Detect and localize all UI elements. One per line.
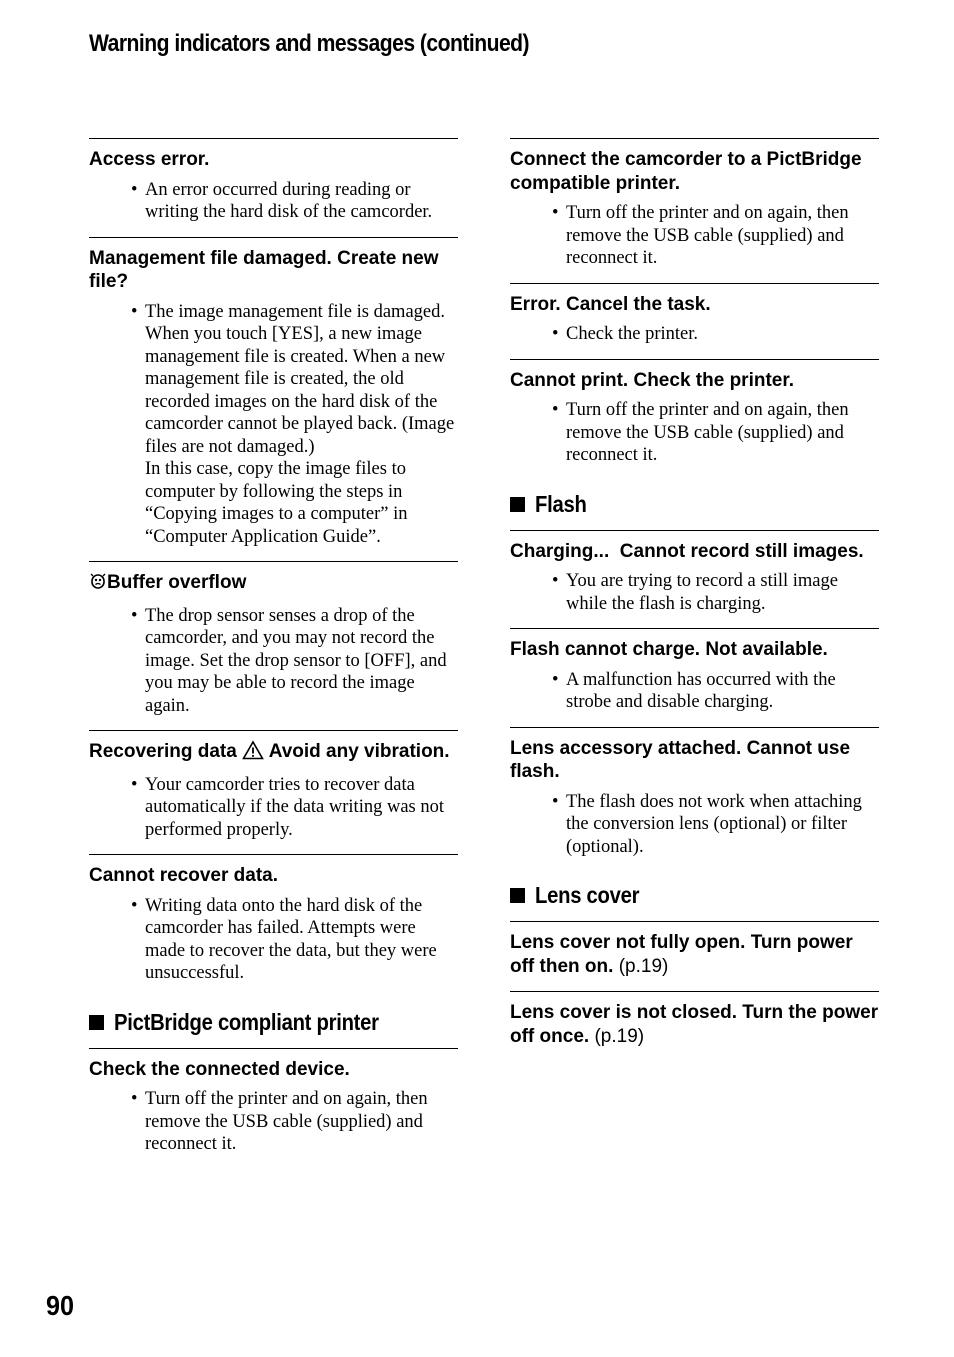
- entry-flash-cannot-charge: [510, 628, 879, 727]
- entry-cannot-recover: [89, 854, 458, 989]
- drop-sensor-icon: [89, 572, 107, 598]
- section-heading-text: PictBridge compliant printer: [114, 1008, 379, 1035]
- entry-check-device: [89, 1048, 458, 1169]
- bullet-item: • Turn off the printer and on again, then remove the USB cable (supplied) and reconnect it.: [145, 1088, 458, 1156]
- entry-access-error: [89, 138, 458, 237]
- entry-title: Management file damaged. Create new file?: [89, 247, 439, 292]
- entry-title: [510, 1001, 879, 1048]
- bullet-item: • Check the printer.: [566, 323, 879, 346]
- bullet-item: • A malfunction has occurred with the strobe and disable charging.: [566, 669, 879, 714]
- entry-lens-accessory: [510, 727, 879, 863]
- entry-title: Charging... Cannot record still images.: [510, 540, 864, 562]
- section-heading-pictbridge: [89, 989, 458, 1048]
- entry-cannot-print: [510, 359, 879, 471]
- entry-title: Connect the camcorder to a PictBridge compatible printer.: [510, 149, 862, 194]
- right-column: [510, 138, 879, 1061]
- section-heading-text: Lens cover: [535, 882, 640, 908]
- bullet-item: [145, 301, 458, 549]
- section-heading-flash: [510, 471, 879, 530]
- entry-title-text-b: Avoid any vibration.: [268, 741, 450, 762]
- bullet-item: • Turn off the printer and on again, then remove the USB cable (supplied) and reconnect it.: [566, 202, 879, 270]
- page-reference: (p.19): [618, 955, 669, 977]
- bullet-item: • You are trying to record a still image while the flash is charging.: [566, 570, 879, 615]
- warning-triangle-icon: [242, 740, 264, 767]
- page-number: 90: [46, 1290, 75, 1321]
- bullet-item: • Your camcorder tries to recover data automatically if the data writing was not performed properly.: [145, 774, 458, 842]
- entry-connect-camcorder: [510, 138, 879, 283]
- entry-title-text: Lens cover not fully open. Turn power off then on.: [510, 932, 853, 977]
- entry-title: Error. Cancel the task.: [510, 293, 711, 315]
- entry-management-file: [89, 237, 458, 562]
- bullet-item: • The drop sensor senses a drop of the camcorder, and you may not record the image. Set the drop sensor to [OFF], and you may be able to record the image again.: [145, 605, 458, 718]
- bullet-item: • Writing data onto the hard disk of the camcorder has failed. Attempts were made to recover the data, but they were unsuccessful.: [145, 895, 458, 985]
- bullet-item: • The flash does not work when attaching the conversion lens (optional) or filter (optional).: [566, 791, 879, 859]
- page-reference: (p.19): [594, 1025, 645, 1047]
- entry-title: Cannot print. Check the printer.: [510, 369, 794, 391]
- entry-title-text-a: Recovering data: [89, 741, 237, 762]
- entry-title: [510, 931, 879, 978]
- entry-title: Check the connected device.: [89, 1058, 350, 1080]
- entry-buffer-overflow: [89, 561, 458, 730]
- entry-recovering-data: [89, 730, 458, 854]
- bullet-text: The image management file is damaged. When you touch [YES], a new image management file is created. When a new management file is created, the old recorded images on the hard disk of the camcorder cannot be played back. (Image files are not damaged.): [145, 301, 455, 457]
- section-square-icon: [510, 497, 525, 512]
- entry-title: Flash cannot charge. Not available.: [510, 639, 828, 660]
- entry-title: Cannot recover data.: [89, 865, 278, 886]
- section-heading-lens-cover: [510, 862, 879, 921]
- entry-title: Lens accessory attached. Cannot use flash.: [510, 737, 851, 782]
- left-column: [89, 138, 458, 1169]
- entry-title: [89, 571, 458, 598]
- entry-lens-not-closed: [510, 991, 879, 1061]
- entry-title-text: Buffer overflow: [107, 572, 247, 593]
- entry-error-cancel: [510, 283, 879, 359]
- page-header-title: Warning indicators and messages (continued): [89, 30, 530, 57]
- entry-lens-not-open: [510, 921, 879, 991]
- entry-title: [89, 740, 458, 767]
- entry-charging: [510, 530, 879, 629]
- entry-title: Access error.: [89, 149, 210, 170]
- section-square-icon: [89, 1015, 104, 1030]
- bullet-text-continued: In this case, copy the image files to computer by following the steps in “Copying images to a computer” in “Computer Application Guide”.: [145, 459, 408, 547]
- bullet-item: • Turn off the printer and on again, then remove the USB cable (supplied) and reconnect it.: [566, 399, 879, 467]
- bullet-item: • An error occurred during reading or writing the hard disk of the camcorder.: [145, 179, 458, 224]
- section-heading-text: Flash: [535, 490, 587, 517]
- entry-title-text: Lens cover is not closed. Turn the power off once.: [510, 1002, 879, 1047]
- section-square-icon: [510, 888, 525, 903]
